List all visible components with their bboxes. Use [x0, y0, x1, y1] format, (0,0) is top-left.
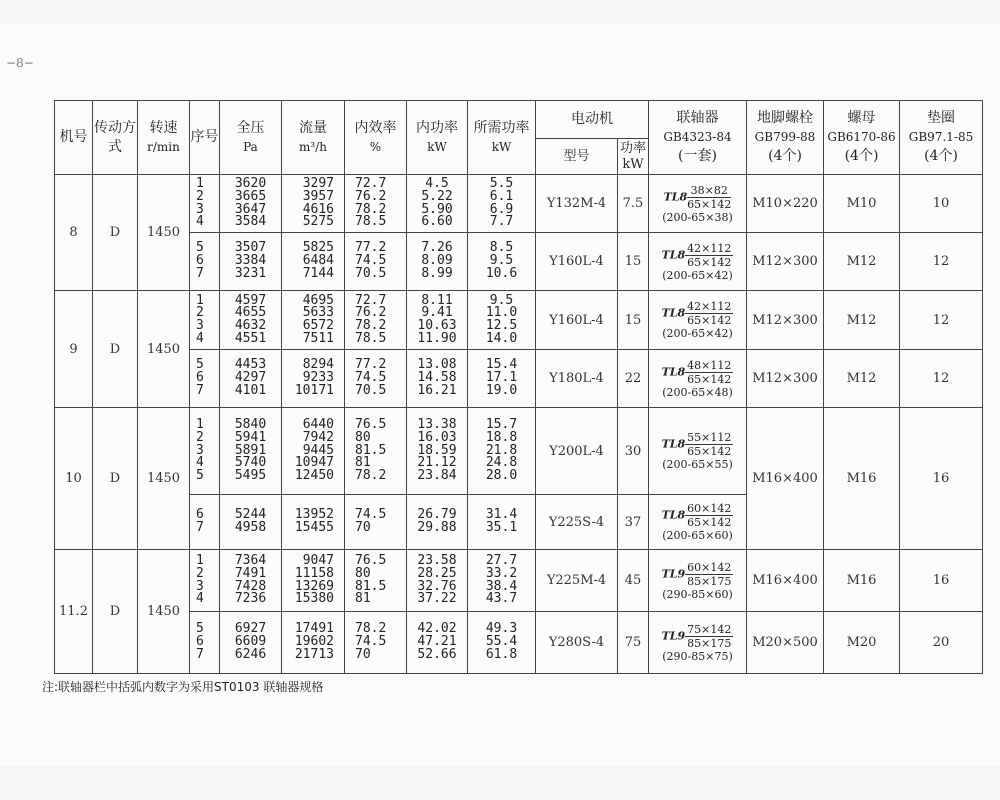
coupling-spec	[649, 175, 747, 233]
speed-cell: 1450	[138, 291, 190, 408]
required-power-cell: 9.5 11.0 12.5 14.0	[468, 291, 536, 350]
efficiency-cell: 77.2 74.5 70.5	[345, 350, 407, 408]
motor-power-cell: 75	[618, 612, 649, 674]
coupling-st0103: (290-85×60)	[662, 587, 733, 601]
seq-cell: 1 2 3 4 5	[190, 408, 220, 495]
coupling-st0103: (200-65×48)	[662, 385, 733, 399]
col-header-inner-power: 内功率 kW	[407, 101, 468, 175]
bolt-cell: M20×500	[747, 612, 824, 674]
coupling-st0103: (200-65×42)	[662, 268, 733, 282]
table-row	[55, 408, 983, 495]
coupling-code: TL9	[661, 567, 686, 580]
seq-cell: 1 2 3 4	[190, 550, 220, 612]
speed-cell: 1450	[138, 550, 190, 674]
motor-type-cell: Y160L-4	[536, 233, 618, 291]
header-row-1	[55, 101, 983, 139]
inner-power-cell: 26.79 29.88	[407, 495, 468, 550]
coupling-spec	[649, 612, 747, 674]
pressure-cell: 3507 3384 3231	[220, 233, 282, 291]
motor-type-cell: Y225M-4	[536, 550, 618, 612]
table-row	[55, 233, 983, 291]
motor-power-cell: 45	[618, 550, 649, 612]
bolt-cell: M12×300	[747, 233, 824, 291]
table-row	[55, 550, 983, 612]
col-header-bolt: 地脚螺栓 GB799-88 (4个)	[747, 101, 824, 175]
seq-cell: 5 6 7	[190, 233, 220, 291]
coupling-st0103: (200-65×60)	[662, 529, 733, 542]
coupling-st0103: (200-65×42)	[662, 327, 733, 340]
coupling-code: TL8	[663, 190, 688, 203]
col-header-model-no: 机号	[55, 101, 93, 175]
pressure-cell: 7364 7491 7428 7236	[220, 550, 282, 612]
col-header-motor-power: 功率 kW	[618, 139, 649, 175]
model-no-cell: 11.2	[55, 550, 93, 674]
seq-cell: 5 6 7	[190, 612, 220, 674]
bolt-cell: M16×400	[747, 550, 824, 612]
efficiency-cell: 74.5 70	[345, 495, 407, 550]
motor-type-cell: Y180L-4	[536, 350, 618, 408]
coupling-st0103: (200-65×55)	[662, 458, 733, 471]
table-row	[55, 175, 983, 233]
bolt-cell: M12×300	[747, 350, 824, 408]
inner-power-cell: 13.08 14.58 16.21	[407, 350, 468, 408]
coupling-st0103: (200-65×38)	[662, 210, 733, 224]
seq-cell: 6 7	[190, 495, 220, 550]
pressure-cell: 4597 4655 4632 4551	[220, 291, 282, 350]
motor-power-cell: 30	[618, 408, 649, 495]
flow-cell: 5825 6484 7144	[282, 233, 345, 291]
motor-type-cell: Y225S-4	[536, 495, 618, 550]
nut-cell: M12	[824, 291, 900, 350]
coupling-fraction: $\frac{48\times 112}{65\times 142}$	[687, 358, 732, 386]
col-header-coupling: 联轴器 GB4323-84 (一套)	[649, 101, 747, 175]
col-header-washer: 垫圈 GB97.1-85 (4个)	[900, 101, 983, 175]
inner-power-cell: 23.58 28.25 32.76 37.22	[407, 550, 468, 612]
efficiency-cell: 78.2 74.5 70	[345, 612, 407, 674]
required-power-cell: 8.5 9.5 10.6	[468, 233, 536, 291]
coupling-fraction: $\frac{55\times 112}{65\times 142}$	[687, 431, 732, 458]
flow-cell: 8294 9233 10171	[282, 350, 345, 408]
table-row	[55, 350, 983, 408]
required-power-cell: 5.5 6.1 6.9 7.7	[468, 175, 536, 233]
col-header-motor-type: 型号	[536, 139, 618, 175]
page-number: −8−	[6, 56, 34, 70]
fan-spec-table	[54, 100, 983, 674]
flow-cell: 13952 15455	[282, 495, 345, 550]
speed-cell: 1450	[138, 408, 190, 550]
inner-power-cell: 7.26 8.09 8.99	[407, 233, 468, 291]
model-no-cell: 9	[55, 291, 93, 408]
coupling-spec	[649, 291, 747, 350]
pressure-cell: 5840 5941 5891 5740 5495	[220, 408, 282, 495]
bolt-cell: M10×220	[747, 175, 824, 233]
flow-cell: 9047 11158 13269 15380	[282, 550, 345, 612]
required-power-cell: 49.3 55.4 61.8	[468, 612, 536, 674]
inner-power-cell: 13.38 16.03 18.59 21.12 23.84	[407, 408, 468, 495]
pressure-cell: 5244 4958	[220, 495, 282, 550]
inner-power-cell: 8.11 9.41 10.63 11.90	[407, 291, 468, 350]
seq-cell: 5 6 7	[190, 350, 220, 408]
coupling-code: TL8	[661, 306, 686, 320]
nut-cell: M12	[824, 233, 900, 291]
coupling-code: TL9	[661, 629, 686, 642]
coupling-fraction: $\frac{42\times 112}{65\times 142}$	[687, 241, 732, 269]
motor-type-cell: Y132M-4	[536, 175, 618, 233]
col-header-flow: 流量 m³/h	[282, 101, 345, 175]
coupling-fraction: $\frac{42\times 112}{65\times 142}$	[687, 300, 732, 327]
efficiency-cell: 76.5 80 81.5 81	[345, 550, 407, 612]
motor-power-cell: 15	[618, 291, 649, 350]
coupling-code: TL8	[661, 365, 686, 378]
nut-cell: M16	[824, 550, 900, 612]
required-power-cell: 27.7 33.2 38.4 43.7	[468, 550, 536, 612]
nut-cell: M10	[824, 175, 900, 233]
flow-cell: 3297 3957 4616 5275	[282, 175, 345, 233]
speed-cell: 1450	[138, 175, 190, 291]
required-power-cell: 15.4 17.1 19.0	[468, 350, 536, 408]
col-header-speed: 转速 r/min	[138, 101, 190, 175]
motor-type-cell: Y160L-4	[536, 291, 618, 350]
pressure-cell: 4453 4297 4101	[220, 350, 282, 408]
required-power-cell: 31.4 35.1	[468, 495, 536, 550]
pressure-cell: 6927 6609 6246	[220, 612, 282, 674]
table-row	[55, 612, 983, 674]
coupling-spec	[649, 495, 747, 550]
efficiency-cell: 76.5 80 81.5 81 78.2	[345, 408, 407, 495]
coupling-fraction: $\frac{60\times 142}{85\times 175}$	[687, 560, 732, 588]
coupling-spec	[649, 550, 747, 612]
required-power-cell: 15.7 18.8 21.8 24.8 28.0	[468, 408, 536, 495]
washer-cell: 12	[900, 350, 983, 408]
washer-cell: 16	[900, 550, 983, 612]
motor-power-cell: 15	[618, 233, 649, 291]
coupling-code: TL8	[661, 248, 686, 261]
coupling-fraction: $\frac{75\times 142}{85\times 175}$	[687, 622, 732, 650]
pressure-cell: 3620 3665 3647 3584	[220, 175, 282, 233]
col-header-seq: 序号	[190, 101, 220, 175]
coupling-fraction: $\frac{60\times 142}{65\times 142}$	[687, 502, 732, 529]
col-header-efficiency: 内效率 %	[345, 101, 407, 175]
flow-cell: 4695 5633 6572 7511	[282, 291, 345, 350]
washer-cell: 12	[900, 233, 983, 291]
efficiency-cell: 77.2 74.5 70.5	[345, 233, 407, 291]
inner-power-cell: 42.02 47.21 52.66	[407, 612, 468, 674]
nut-cell: M20	[824, 612, 900, 674]
coupling-code: TL8	[661, 508, 686, 522]
col-header-nut: 螺母 GB6170-86 (4个)	[824, 101, 900, 175]
bolt-cell: M12×300	[747, 291, 824, 350]
motor-type-cell: Y280S-4	[536, 612, 618, 674]
coupling-code: TL8	[661, 437, 686, 451]
seq-cell: 1 2 3 4	[190, 175, 220, 233]
motor-power-cell: 22	[618, 350, 649, 408]
model-no-cell: 8	[55, 175, 93, 291]
efficiency-cell: 72.7 76.2 78.2 78.5	[345, 291, 407, 350]
model-no-cell: 10	[55, 408, 93, 550]
motor-type-cell: Y200L-4	[536, 408, 618, 495]
washer-cell: 20	[900, 612, 983, 674]
coupling-fraction: $\frac{38\times 82}{65\times 142}$	[687, 183, 732, 211]
seq-cell: 1 2 3 4	[190, 291, 220, 350]
flow-cell: 17491 19602 21713	[282, 612, 345, 674]
footnote: 注:联轴器栏中括弧内数字为采用ST0103 联轴器规格	[42, 680, 324, 694]
coupling-spec	[649, 350, 747, 408]
coupling-spec	[649, 408, 747, 495]
drive-cell: D	[93, 550, 138, 674]
drive-cell: D	[93, 175, 138, 291]
coupling-spec	[649, 233, 747, 291]
flow-cell: 6440 7942 9445 10947 12450	[282, 408, 345, 495]
washer-cell: 10	[900, 175, 983, 233]
drive-cell: D	[93, 408, 138, 550]
col-header-motor: 电动机	[536, 101, 649, 139]
col-header-pressure: 全压 Pa	[220, 101, 282, 175]
coupling-st0103: (290-85×75)	[662, 649, 733, 663]
col-header-drive: 传动方式	[93, 101, 138, 175]
washer-cell: 12	[900, 291, 983, 350]
col-header-required-power: 所需功率 kW	[468, 101, 536, 175]
nut-cell: M12	[824, 350, 900, 408]
motor-power-cell: 37	[618, 495, 649, 550]
inner-power-cell: 4.5 5.22 5.90 6.60	[407, 175, 468, 233]
efficiency-cell: 72.7 76.2 78.2 78.5	[345, 175, 407, 233]
motor-power-cell: 7.5	[618, 175, 649, 233]
drive-cell: D	[93, 291, 138, 408]
nut-cell: M16	[824, 408, 900, 550]
washer-cell: 16	[900, 408, 983, 550]
table-row	[55, 291, 983, 350]
bolt-cell: M16×400	[747, 408, 824, 550]
